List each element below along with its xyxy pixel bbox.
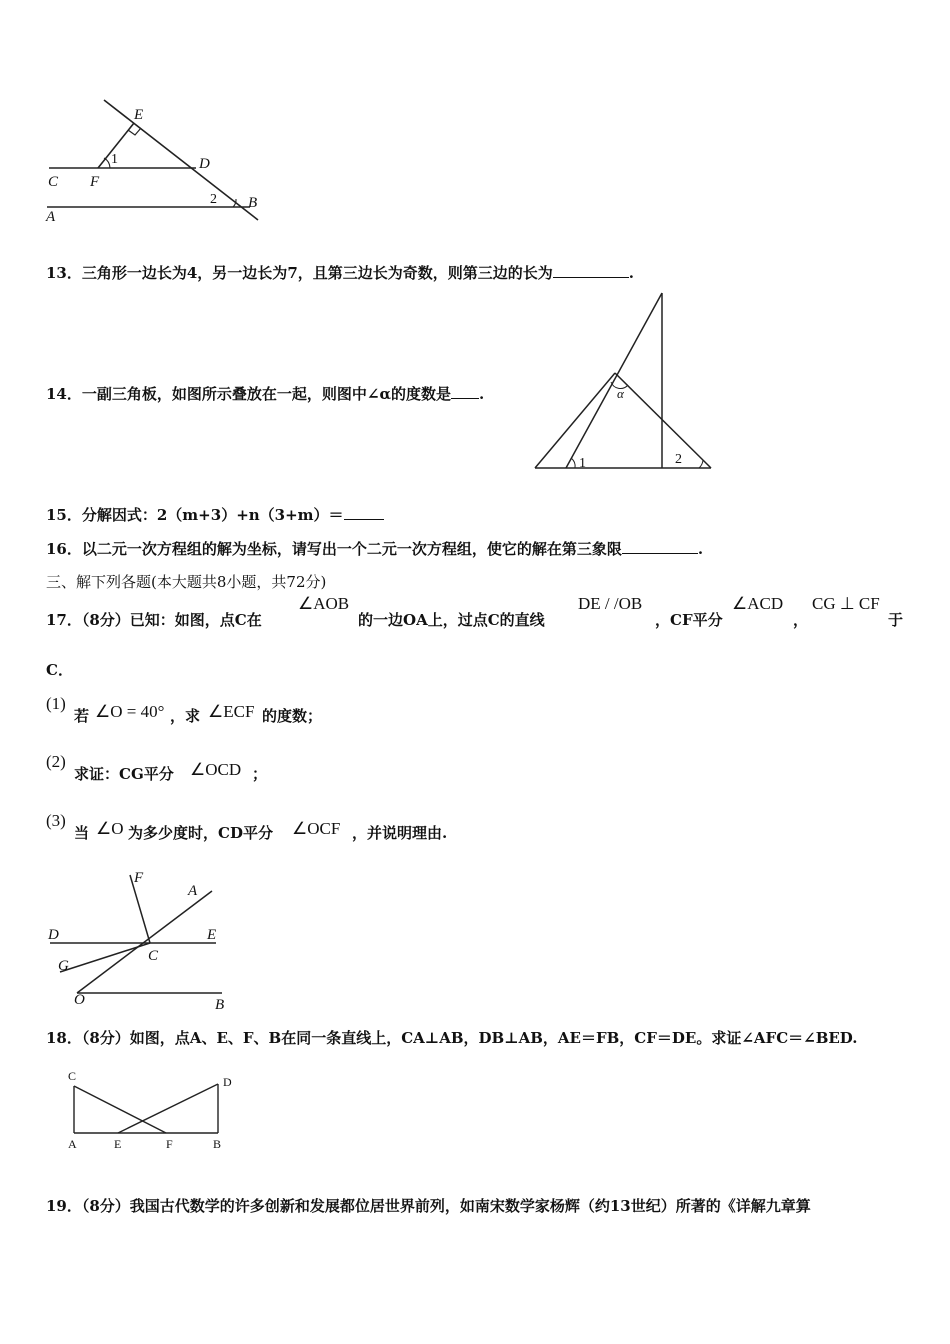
math-cg-perp-cf: CG ⊥ CF <box>812 594 880 613</box>
label-B: B <box>215 997 225 1013</box>
question-18: 18．（8分）如图，点A、E、F、B在同一条直线上，CA⊥AB，DB⊥AB，AE＝FB，CF＝DE。求证∠AFC＝∠BED. <box>46 1029 858 1047</box>
question-17-text-d: 于 <box>888 611 904 629</box>
answer-blank[interactable] <box>344 504 384 520</box>
question-17-c-end: C． <box>46 661 73 679</box>
label-E: E <box>114 1137 122 1151</box>
question-16: 16．以二元一次方程组的解为坐标，请写出一个二元一次方程组，使它的解在第三象限 . <box>46 540 704 558</box>
subq-2: 求证：CG平分 <box>74 765 174 783</box>
math-angle-ecf: ∠ECF <box>208 702 255 721</box>
answer-blank[interactable] <box>622 538 698 554</box>
subq-1-end: 的度数； <box>262 707 323 725</box>
question-19: 19．（8分）我国古代数学的许多创新和发展都位居世界前列，如南宋数学家杨辉（约13世纪）所著的《详解九章算 <box>46 1197 811 1215</box>
label-C: C <box>68 1069 77 1083</box>
subq-3: 当 <box>74 824 90 842</box>
label-G: G <box>58 958 69 974</box>
math-angle-ocf: ∠OCF <box>292 819 341 838</box>
label-D: D <box>199 156 210 172</box>
math-de-parallel-ob: DE / /OB <box>578 594 643 613</box>
math-angle-o: ∠O <box>96 819 124 838</box>
math-angle-acd: ∠ACD <box>732 594 784 613</box>
question-17-text-c: ，CF平分 <box>655 611 723 629</box>
question-15: 15．分解因式：2（m+3）+n（3+m）＝ <box>46 504 384 525</box>
figure-triangle-rulers <box>528 290 718 475</box>
label-C: C <box>48 174 59 190</box>
section-heading: 三、解下列各题(本大题共8小题，共72分) <box>46 573 327 591</box>
subq-1-number: (1) <box>46 694 66 713</box>
label-B: B <box>213 1137 222 1151</box>
subq-2-end: ； <box>252 765 268 783</box>
question-17-comma: ， <box>793 611 809 629</box>
label-D: D <box>223 1075 232 1089</box>
label-F: F <box>166 1137 173 1151</box>
figure-two-triangles <box>60 1066 240 1156</box>
answer-blank[interactable] <box>451 383 479 399</box>
subq-1-text: ，求 <box>170 707 201 725</box>
label-C: C <box>148 948 159 964</box>
figure-angle-aob <box>40 865 240 1015</box>
subq-3-end: ，并说明理由. <box>352 824 448 842</box>
subq-3-text: 为多少度时，CD平分 <box>128 824 273 842</box>
math-angle-ocd: ∠OCD <box>190 760 242 779</box>
label-2: 2 <box>675 452 682 467</box>
subq-3-number: (3) <box>46 811 66 830</box>
label-alpha: α <box>617 386 624 401</box>
subq-1: 若 <box>74 707 90 725</box>
question-14: 14．一副三角板，如图所示叠放在一起，则图中∠α的度数是 . <box>46 385 485 403</box>
label-E: E <box>207 927 217 943</box>
label-O: O <box>74 992 85 1008</box>
label-1: 1 <box>111 152 118 167</box>
label-E: E <box>134 107 144 123</box>
label-F: F <box>134 870 144 886</box>
label-D: D <box>48 927 59 943</box>
figure-parallel-lines <box>40 95 280 225</box>
label-F: F <box>90 174 100 190</box>
question-17-text-b: 的一边OA上，过点C的直线 <box>358 611 545 629</box>
label-1: 1 <box>579 456 586 471</box>
math-angle-o-40: ∠O = 40° <box>95 702 165 721</box>
label-A: A <box>46 209 56 225</box>
label-A: A <box>68 1137 77 1151</box>
answer-blank[interactable] <box>553 262 629 278</box>
question-13: 13．三角形一边长为4，另一边长为7，且第三边长为奇数，则第三边的长为 . <box>46 264 634 282</box>
label-2: 2 <box>210 192 217 207</box>
label-B: B <box>248 195 258 211</box>
math-angle-aob: ∠AOB <box>298 594 350 613</box>
question-17-intro: 17．（8分）已知：如图，点C在 <box>46 611 262 629</box>
subq-2-number: (2) <box>46 752 66 771</box>
label-A: A <box>188 883 198 899</box>
